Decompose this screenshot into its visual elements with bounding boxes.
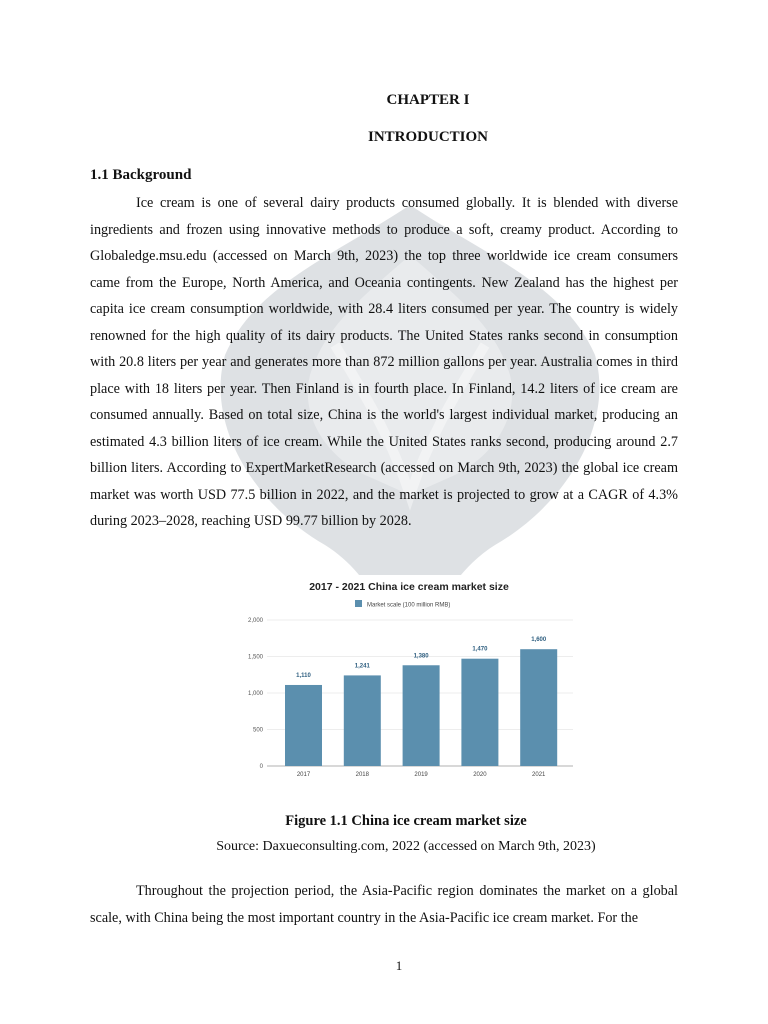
bar-chart [235,575,575,780]
bar [520,649,557,766]
bar [403,665,440,766]
page-number: 1 [395,958,403,973]
chart-title: 2017 - 2021 China ice cream market size [309,581,509,593]
bar-chart-svg [235,575,575,780]
x-tick-label: 2020 [473,772,487,778]
legend-label: Market scale (100 million RMB) [367,602,451,609]
y-tick-label: 500 [252,727,263,734]
data-label: 1,380 [413,653,429,660]
y-tick-label: 1,500 [247,654,263,661]
y-tick-label: 2,000 [247,618,263,624]
x-tick-label: 2019 [414,772,428,778]
chapter-heading: CHAPTER I [386,92,470,108]
y-tick-label: 0 [259,764,263,770]
bar [461,659,498,766]
figure-caption: Figure 1.1 China ice cream market size [285,813,527,829]
chapter-title: INTRODUCTION [367,129,488,145]
data-label: 1,470 [472,646,488,653]
bar [344,675,381,766]
bar [285,685,322,766]
body-paragraph-continued: Throughout the projection period, the Asia-Pacific region dominates the market on a global scale, with China being the most important country in the Asia-Pacific ice cream market. For the [90,883,678,926]
legend-swatch [355,600,362,607]
section-heading: 1.1 Background [90,167,192,183]
data-label: 1,600 [531,637,547,644]
x-tick-label: 2021 [532,772,546,778]
figure-source: Source: Daxueconsulting.com, 2022 (accessed on March 9th, 2023) [216,839,596,854]
body-paragraph: Ice cream is one of several dairy products consumed globally. It is blended with diverse ingredients and frozen using innovative methods to produce a soft, creamy product. According to Globaledge.msu.edu (accessed on March 9th, 2023) the top three worldwide ice cream consumers came from the Europe, North America, and Oceania contingents. New Zealand has the highest per capita ice cream consumption worldwide, with 28.4 liters consumed per year. The country is widely renowned for the high quality of its dairy products. The United States ranks second in consumption with 20.8 liters per year and generates more than 872 million gallons per year. Australia comes in third place with 18 liters per year. Then Finland is in fourth place. In Finland, 14.2 liters of ice cream are consumed annually. Based on total size, China is the world's largest individual market, producing an estimated 4.3 billion liters of ice cream. While the United States ranks second, producing around 2.7 billion liters. According to ExpertMarketResearch (accessed on March 9th, 2023) the global ice cream market was worth USD 77.5 billion in 2022, and the market is projected to grow at a CAGR of 4.3% during 2023–2028, reaching USD 99.77 billion by 2028. [90,195,678,529]
data-label: 1,241 [354,663,370,670]
y-tick-label: 1,000 [247,691,263,697]
x-tick-label: 2017 [296,772,311,778]
data-label: 1,110 [296,672,311,679]
x-tick-label: 2018 [355,772,369,778]
